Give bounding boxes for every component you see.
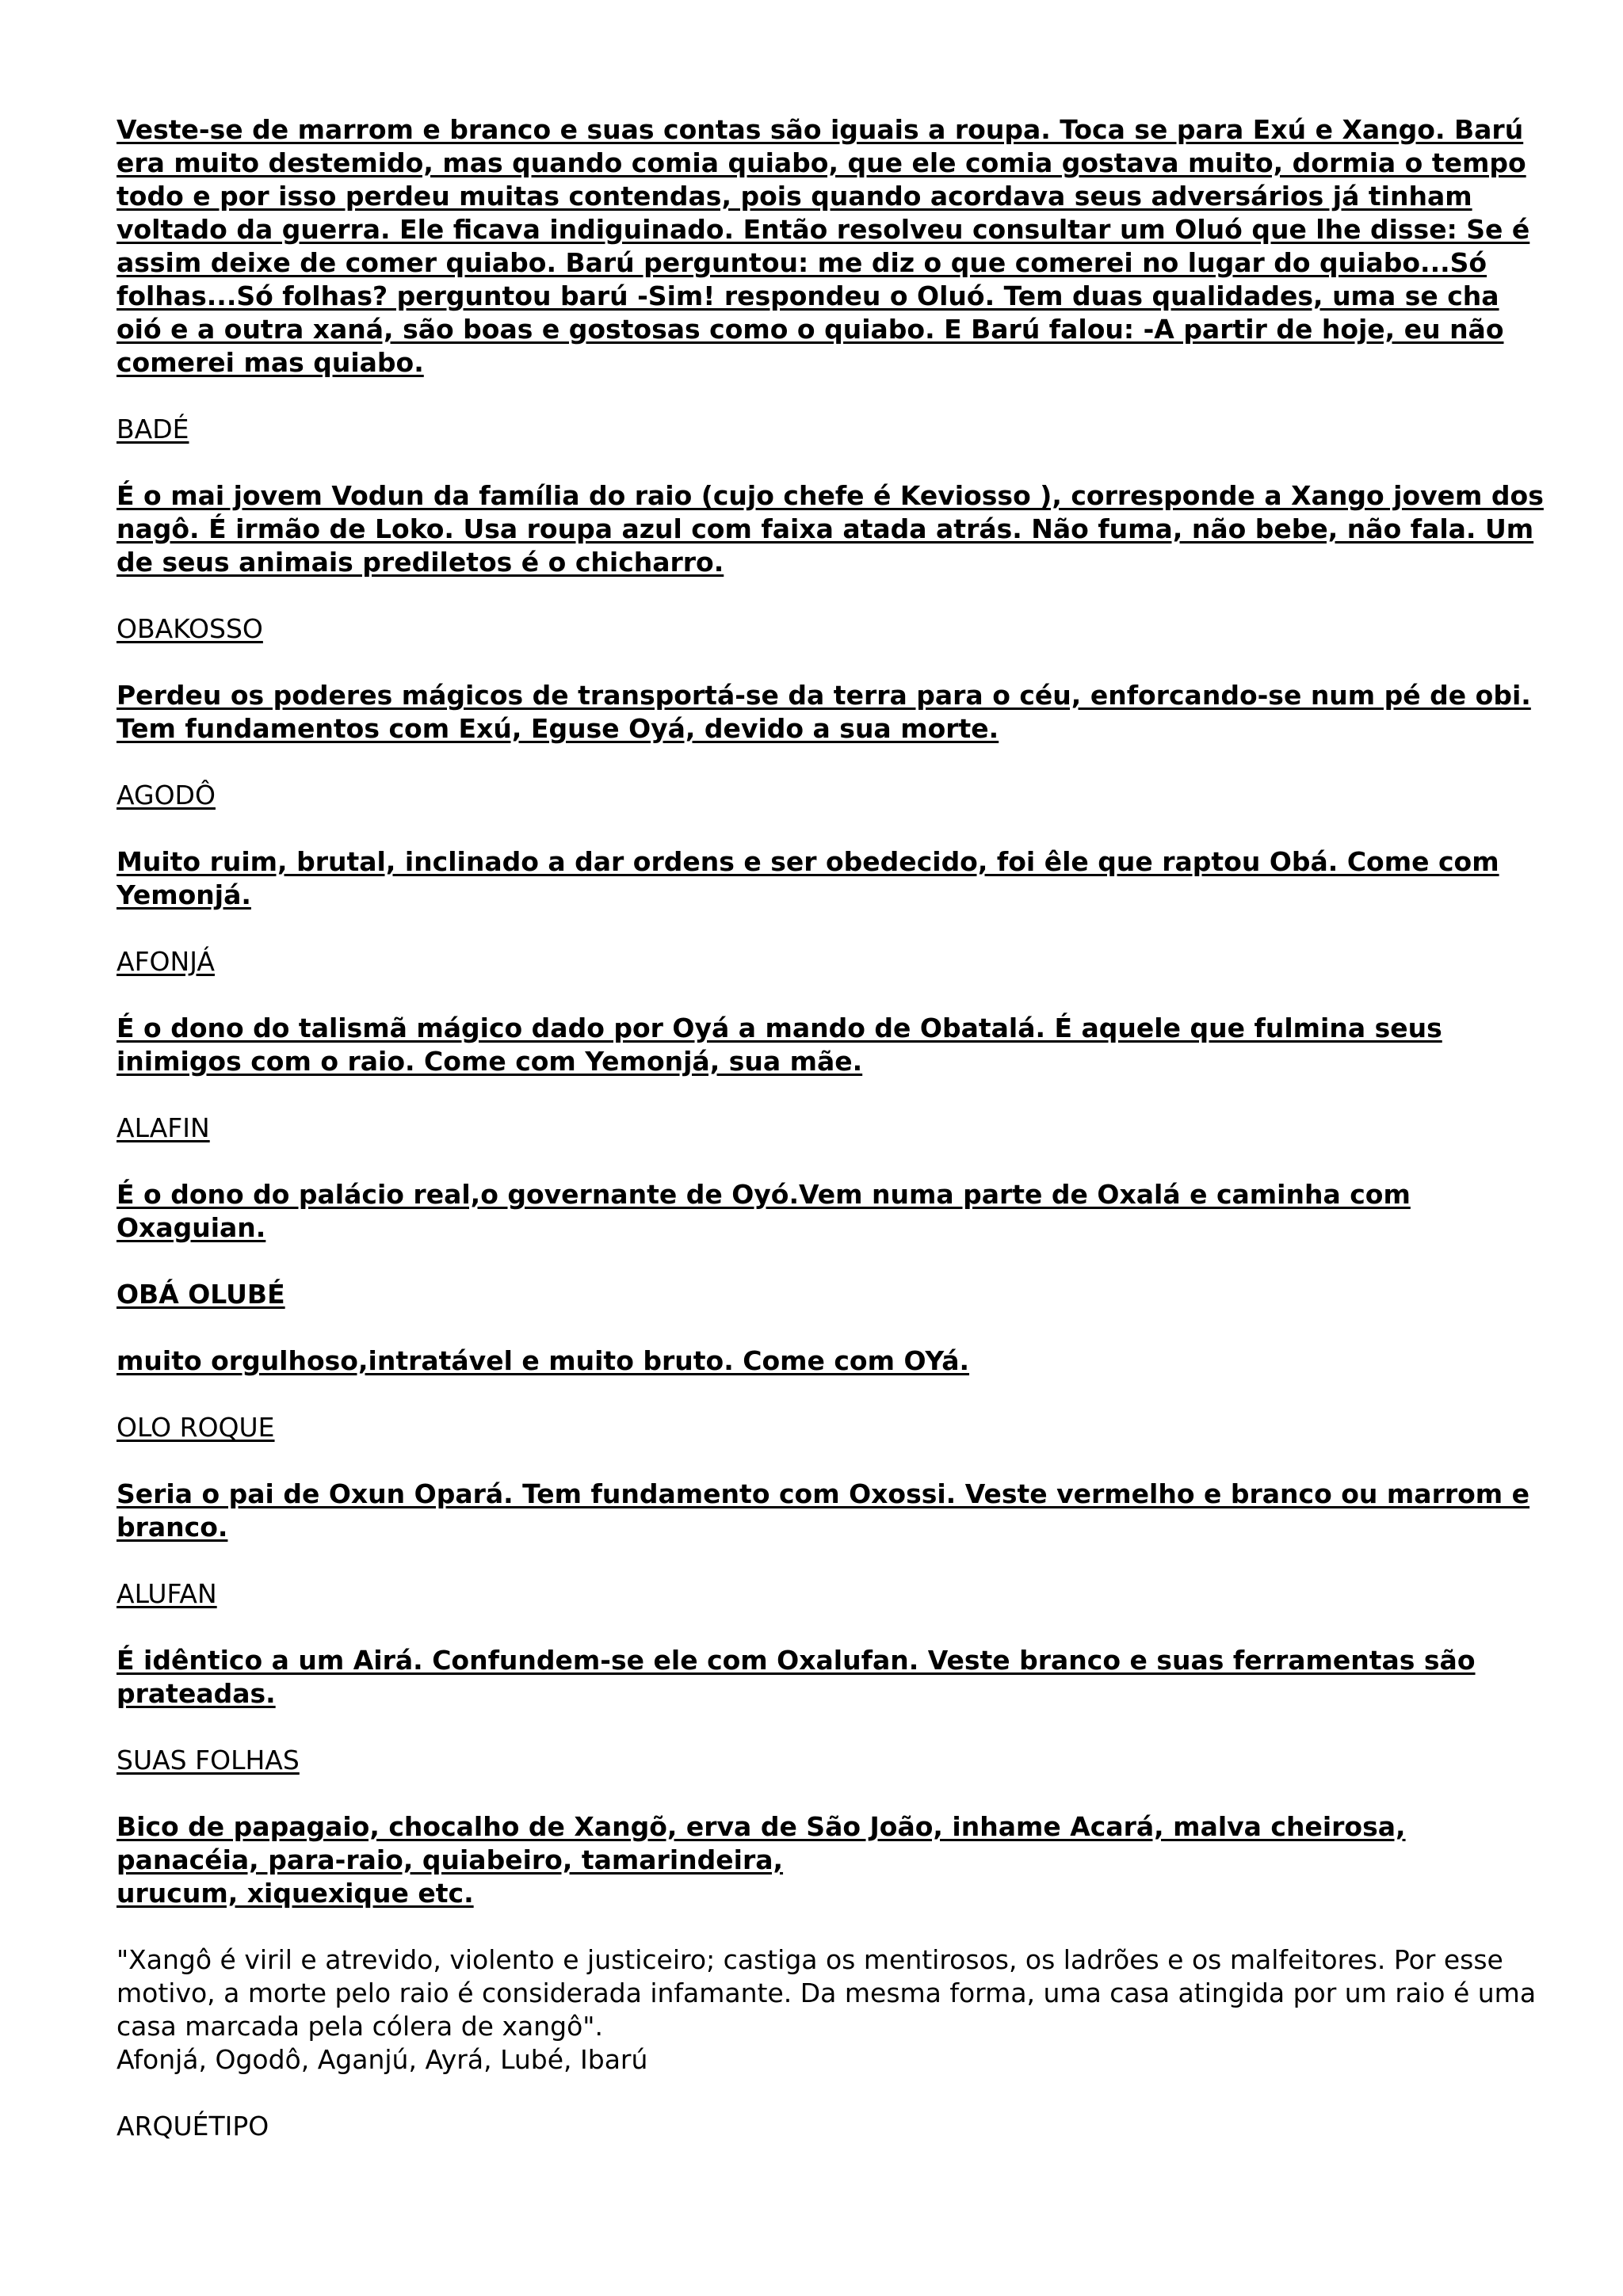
- folhas-line-2: panacéia, para-raio, quiabeiro, tamarindeira,: [116, 1844, 784, 1875]
- section-text-olo-roque: Seria o pai de Oxun Opará. Tem fundamento com Oxossi. Veste vermelho e branco ou marrom e branco.: [116, 1478, 1530, 1543]
- folhas-list: [116, 1810, 1551, 1910]
- section-title-bade: BADÉ: [116, 414, 189, 444]
- section-text-afonja: É o dono do talismã mágico dado por Oyá a mando de Obatalá. É aquele que fulmina seus inimigos com o raio. Come com Yemonjá, sua mãe.: [116, 1013, 1442, 1077]
- quote-names: Afonjá, Ogodô, Aganjú, Ayrá, Lubé, Ibarú: [116, 2044, 648, 2075]
- section-title-agodo: AGODÔ: [116, 780, 216, 810]
- quote-text: "Xangô é viril e atrevido, violento e justiceiro; castiga os mentirosos, os ladrões e os malfeitores. Por esse motivo, a morte pelo raio é considerada infamante. Da mesma forma, uma casa atingida por um raio é uma casa marcada pela cólera de xangô".: [116, 1944, 1537, 2042]
- section-title-obakosso: OBAKOSSO: [116, 613, 263, 644]
- quote-block: [116, 1943, 1551, 2077]
- section-title-olo-roque: OLO ROQUE: [116, 1412, 275, 1443]
- section-text-oba-olube: muito orgulhoso,intratável e muito bruto. Come com OYá.: [116, 1345, 970, 1376]
- section-title-arquetipo: ARQUÉTIPO: [116, 2111, 269, 2142]
- folhas-line-3: urucum, xiquexique etc.: [116, 1878, 474, 1909]
- section-title-alufan: ALUFAN: [116, 1578, 217, 1609]
- intro-paragraph: Veste-se de marrom e branco e suas contas são iguais a roupa. Toca se para Exú e Xango. Barú era muito destemido, mas quando comia quiabo, que ele comia gostava muito, dormia o tempo todo e por isso perdeu muitas contendas, pois quando acordava seus adversários já tinham voltado da guerra. Ele ficava indiguinado. Então resolveu consultar um Oluó que lhe disse: Se é assim deixe de comer quiabo. Barú perguntou: me diz o que comerei no lugar do quiabo...Só folhas...Só folhas? perguntou barú -Sim! respondeu o Oluó. Tem duas qualidades, uma se cha oió e a outra xaná, são boas e gostosas como o quiabo. E Barú falou: -A partir de hoje, eu não comerei mas quiabo.: [116, 114, 1530, 378]
- section-text-alufan: É idêntico a um Airá. Confundem-se ele com Oxalufan. Veste branco e suas ferramentas são prateadas.: [116, 1645, 1476, 1709]
- section-title-alafin: ALAFIN: [116, 1112, 210, 1143]
- section-text-agodo: Muito ruim, brutal, inclinado a dar ordens e ser obedecido, foi êle que raptou Obá. Come com Yemonjá.: [116, 846, 1499, 910]
- section-text-alafin: É o dono do palácio real,o governante de Oyó.Vem numa parte de Oxalá e caminha com Oxaguian.: [116, 1179, 1411, 1243]
- section-title-oba-olube: OBÁ OLUBÉ: [116, 1279, 285, 1310]
- section-text-obakosso: Perdeu os poderes mágicos de transportá-se da terra para o céu, enforcando-se num pé de obi. Tem fundamentos com Exú, Eguse Oyá, devido a sua morte.: [116, 680, 1531, 744]
- folhas-line-1: Bico de papagaio, chocalho de Xangõ, erva de São João, inhame Acará, malva cheirosa,: [116, 1811, 1406, 1842]
- document-page: [116, 113, 1551, 2176]
- section-title-suas-folhas: SUAS FOLHAS: [116, 1745, 300, 1775]
- section-title-afonja: AFONJÁ: [116, 946, 215, 977]
- section-text-bade: É o mai jovem Vodun da família do raio (cujo chefe é Keviosso ), corresponde a Xango jovem dos nagô. É irmão de Loko. Usa roupa azul com faixa atada atrás. Não fuma, não bebe, não fala. Um de seus animais prediletos é o chicharro.: [116, 480, 1544, 578]
